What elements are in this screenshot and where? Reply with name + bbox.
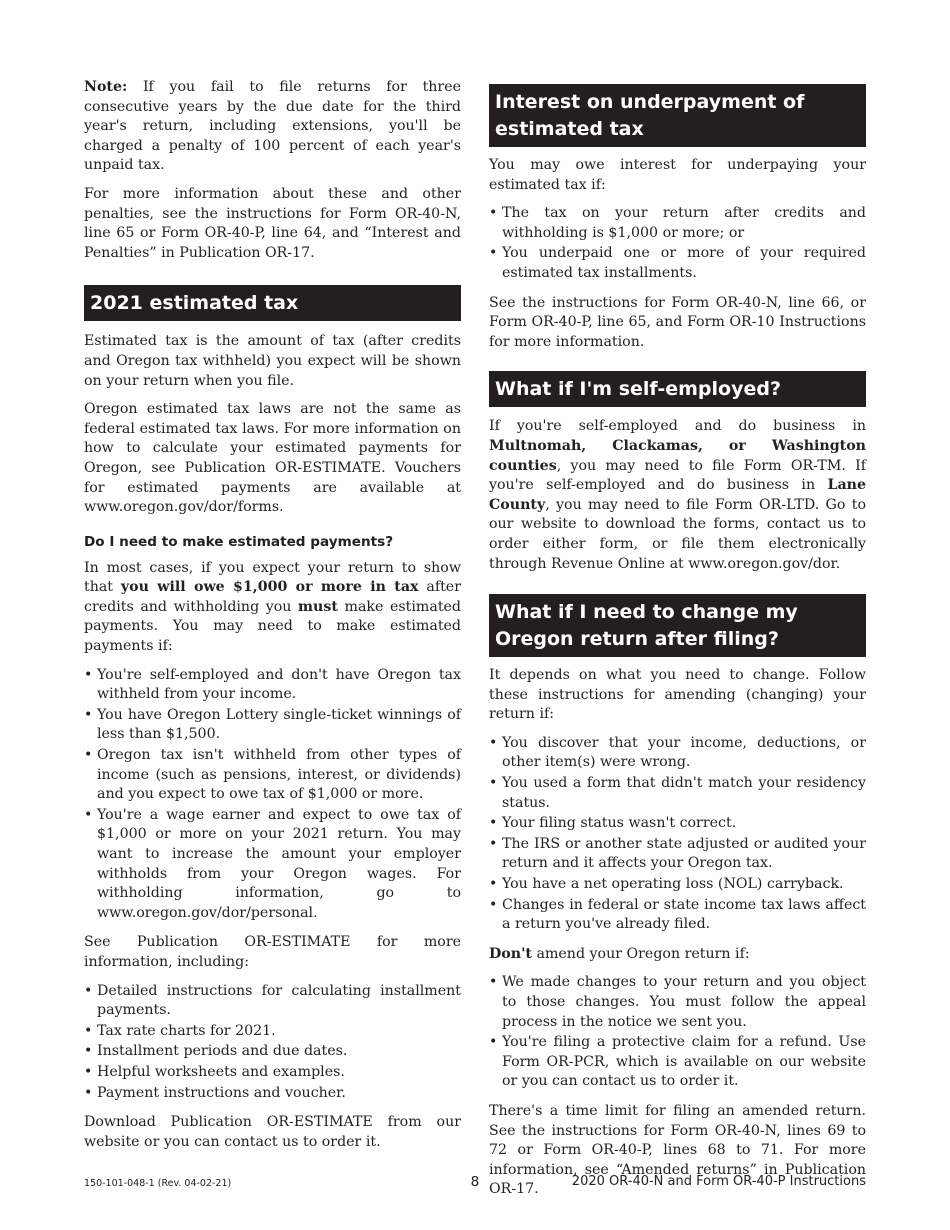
list-item: • Detailed instructions for calculating installment payments.	[84, 982, 461, 1021]
list-item: • You underpaid one or more of your required estimated tax installments.	[489, 244, 866, 283]
list-item: • You discover that your income, deductions, or other item(s) were wrong.	[489, 734, 866, 773]
list-item: • Installment periods and due dates.	[84, 1042, 461, 1062]
page-footer	[84, 1172, 866, 1192]
list-item: • Helpful worksheets and examples.	[84, 1063, 461, 1083]
estimated-tax-heading: 2021 estimated tax	[84, 285, 461, 321]
need-payments-paragraph: In most cases, if you expect your return to show that you will owe $1,000 or more in tax after credits and withholding you must make estimated payments. You may need to make estimated payments if:	[84, 559, 461, 655]
dont-amend-list	[489, 973, 866, 1092]
list-item: • You used a form that didn't match your residency status.	[489, 774, 866, 813]
see-publication-paragraph: See Publication OR-ESTIMATE for more information, including:	[84, 934, 461, 970]
list-item: • You have Oregon Lottery single-ticket winnings of less than $1,500.	[84, 706, 461, 745]
estimated-tax-laws: Oregon estimated tax laws are not the same as federal estimated tax laws. For more information on how to calculate your estimated payments for Oregon, see Publication OR-ESTIMATE. Vouchers for estimated payments are available at www.oregon.gov/dor/forms.	[84, 401, 461, 516]
note-text: If you fail to file returns for three consecutive years by the due date for the third year's return, including extensions, you'll be charged a penalty of 100 percent of each year's unpaid tax.	[84, 79, 461, 174]
list-item: • The IRS or another state adjusted or audited your return and it affects your Oregon tax.	[489, 835, 866, 874]
estimated-tax-definition: Estimated tax is the amount of tax (after credits and Oregon tax withheld) you expect will be shown on your return when you file.	[84, 333, 461, 389]
list-item: • Changes in federal or state income tax laws affect a return you've already filed.	[489, 896, 866, 935]
right-column	[489, 84, 866, 1209]
change-return-heading: What if I need to change my Oregon return after filing?	[489, 594, 866, 657]
list-item: • You have a net operating loss (NOL) carryback.	[489, 875, 866, 895]
need-payments-list	[84, 666, 461, 924]
interest-see-paragraph: See the instructions for Form OR-40-N, line 66, or Form OR-40-P, line 65, and Form OR-10 Instructions for more information.	[489, 294, 866, 350]
list-item: • Payment instructions and voucher.	[84, 1084, 461, 1104]
form-number: 150-101-048-1 (Rev. 04-02-21)	[84, 1178, 232, 1189]
publication-contents-list	[84, 982, 461, 1104]
note-label: Note:	[84, 79, 128, 95]
list-item: • You're a wage earner and expect to owe tax of $1,000 or more on your 2021 return. You may want to increase the amount your employer withholds from your Oregon wages. For withholding information, go to www.oregon.gov/dor/personal.	[84, 806, 461, 924]
left-column	[84, 78, 461, 1161]
self-employed-paragraph: If you're self-employed and do business in Multnomah, Clackamas, or Washington counties, you may need to file Form OR-TM. If you're self-employed and do business in Lane County, you may need to file Form OR-LTD. Go to our website to download the forms, contact us to order either form, or file them electronically through Revenue Online at www.oregon.gov/dor.	[489, 418, 866, 572]
list-item: • Tax rate charts for 2021.	[84, 1022, 461, 1042]
interest-heading: Interest on underpayment of estimated tax	[489, 84, 866, 147]
page-number: 8	[470, 1174, 480, 1190]
list-item: • The tax on your return after credits and withholding is $1,000 or more; or	[489, 204, 866, 243]
interest-list	[489, 204, 866, 283]
more-info-paragraph: For more information about these and other penalties, see the instructions for Form OR-40-N, line 65 or Form OR-40-P, line 64, and “Interest and Penalties” in Publication OR-17.	[84, 185, 461, 261]
list-item: • Oregon tax isn't withheld from other types of income (such as pensions, interest, or dividends) and you expect to owe tax of $1,000 or more.	[84, 746, 461, 805]
change-intro: It depends on what you need to change. Follow these instructions for amending (changing) your return if:	[489, 667, 866, 723]
amend-if-list	[489, 734, 866, 935]
self-employed-heading: What if I'm self-employed?	[489, 371, 866, 407]
list-item: • You're self-employed and don't have Oregon tax withheld from your income.	[84, 666, 461, 705]
note-paragraph	[84, 78, 461, 176]
time-limit-paragraph: There's a time limit for filing an amended return. See the instructions for Form OR-40-N, lines 69 to 72 or Form OR-40-P, lines 68 to 71. For more information, see “Amended returns” in Publication OR-17.	[489, 1102, 866, 1198]
dont-amend-paragraph: Don't amend your Oregon return if:	[489, 945, 750, 962]
need-payments-subheading: Do I need to make estimated payments?	[84, 533, 394, 550]
download-paragraph: Download Publication OR-ESTIMATE from our website or you can contact us to order it.	[84, 1114, 461, 1150]
interest-intro: You may owe interest for underpaying your estimated tax if:	[489, 157, 866, 193]
list-item: • You're filing a protective claim for a refund. Use Form OR-PCR, which is available on our website or you can contact us to order it.	[489, 1033, 866, 1092]
document-title: 2020 OR-40-N and Form OR-40-P Instructions	[571, 1174, 866, 1189]
list-item: • Your filing status wasn't correct.	[489, 814, 866, 834]
list-item: • We made changes to your return and you object to those changes. You must follow the appeal process in the notice we sent you.	[489, 973, 866, 1032]
